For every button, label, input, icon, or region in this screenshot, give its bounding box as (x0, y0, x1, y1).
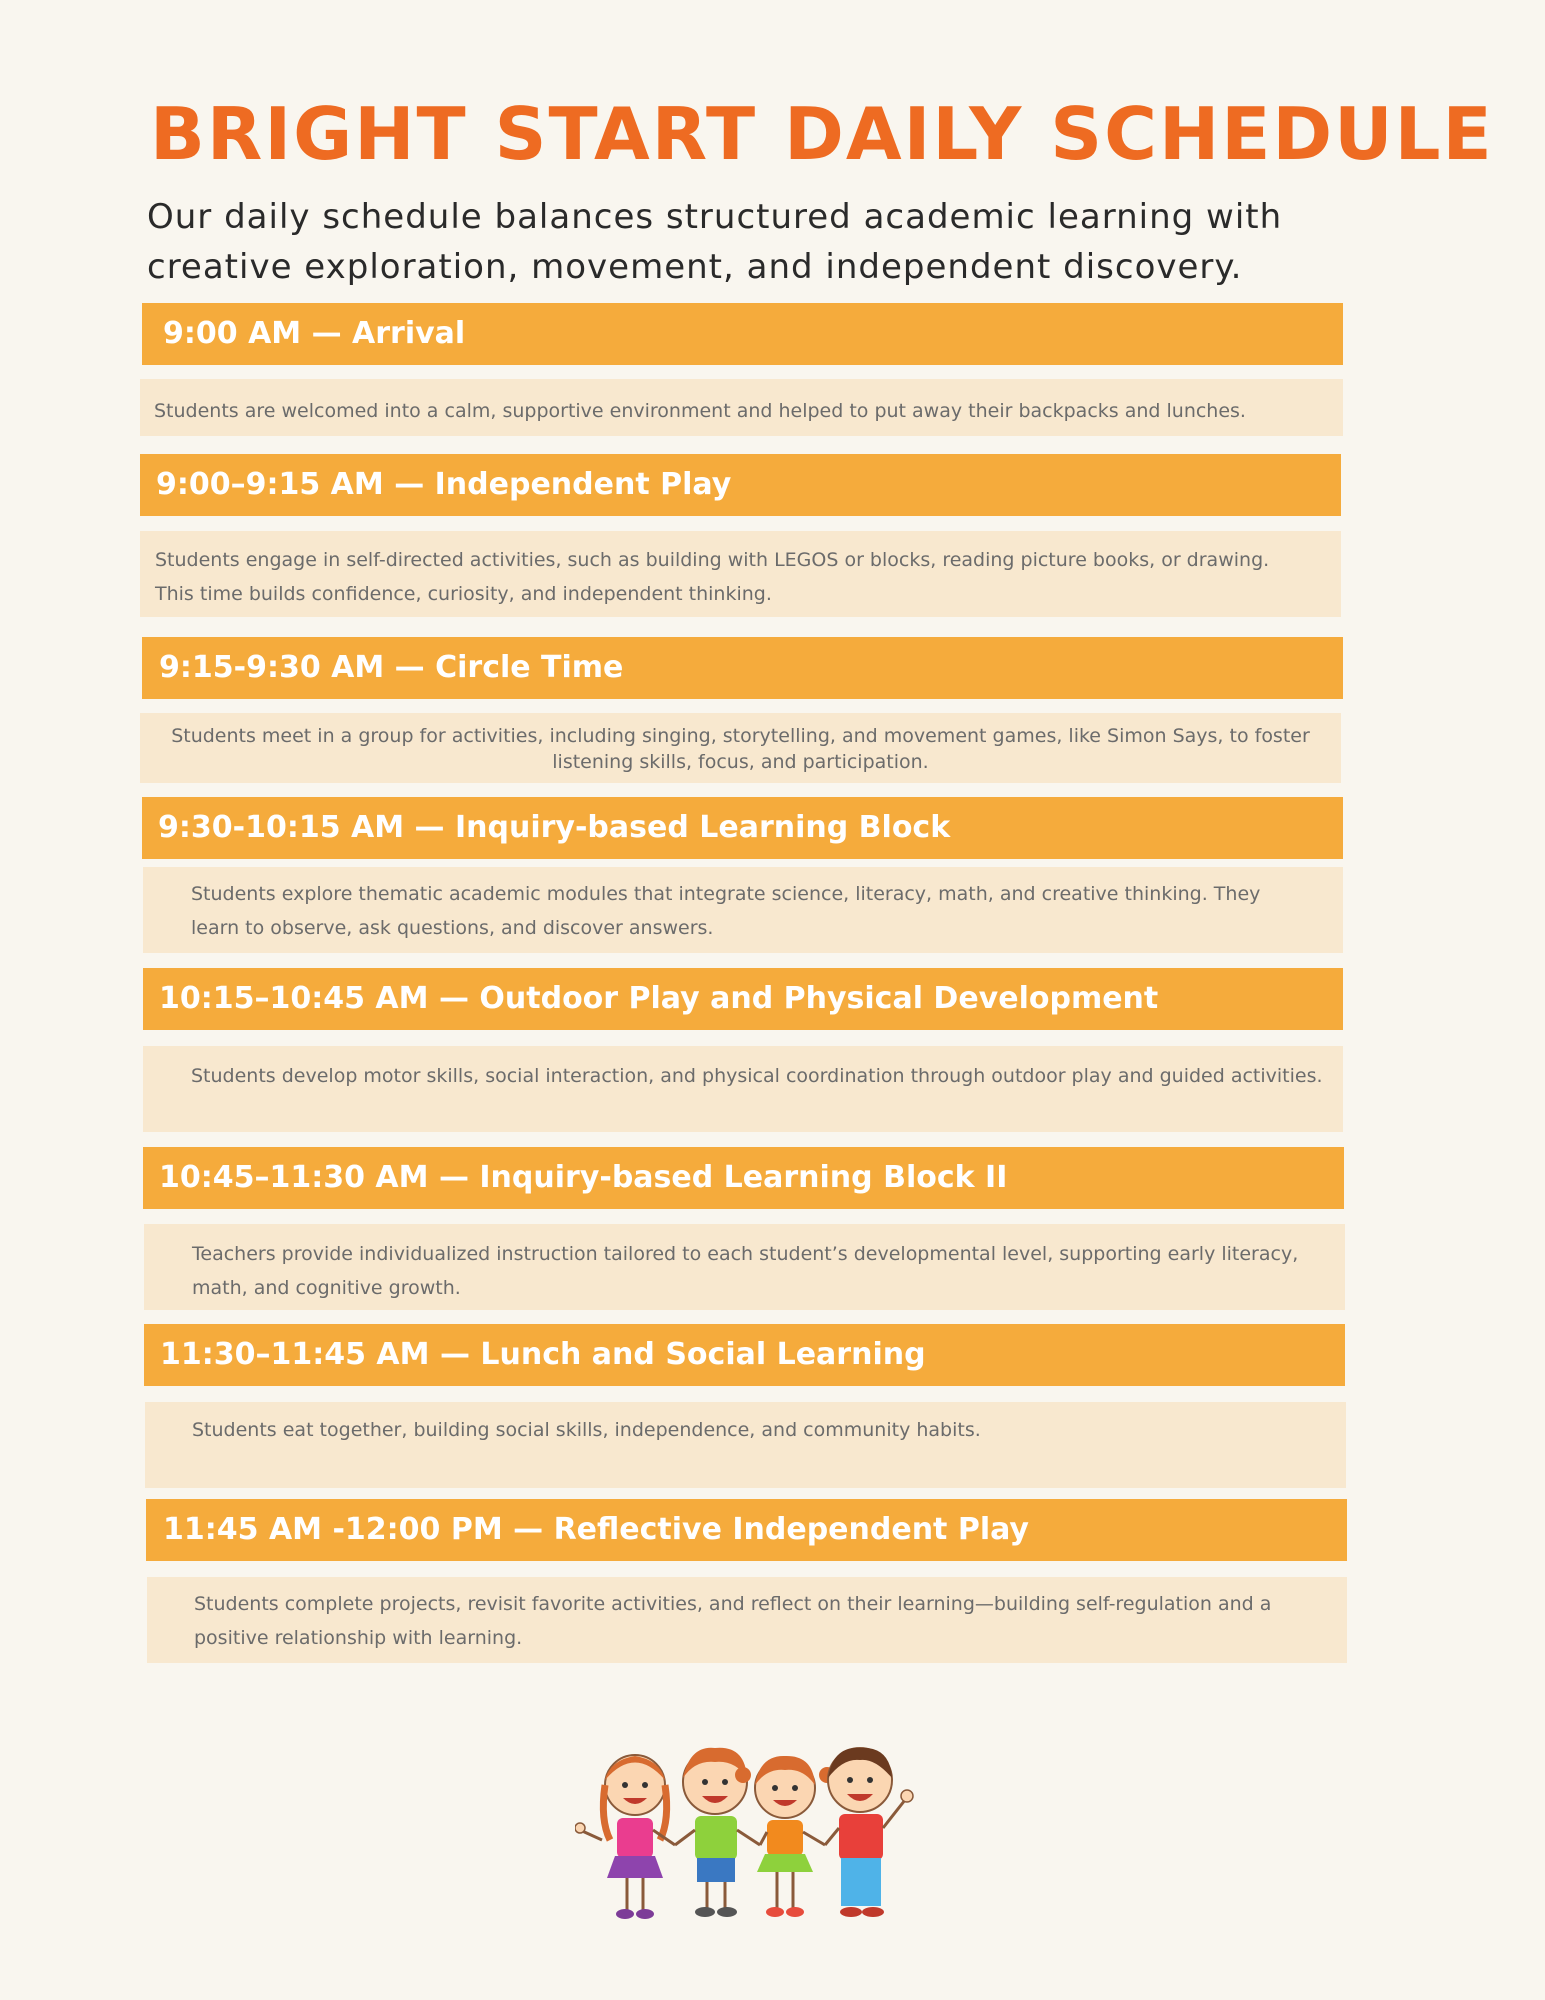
boy-red-shirt-figure (825, 1748, 913, 1917)
schedule-description-arrival: Students are welcomed into a calm, supportive environment and helped to put away their backpacks and lunches. (140, 379, 1343, 436)
schedule-description-lunch: Students eat together, building social skills, independence, and community habits. (145, 1402, 1346, 1488)
schedule-description-circle-time: Students meet in a group for activities, including singing, storytelling, and movement games, like Simon Says, to foster listening skills, focus, and participation. (140, 713, 1341, 783)
schedule-heading-inquiry-learning: 9:30-10:15 AM — Inquiry-based Learning Block (142, 797, 1343, 859)
girl-orange-shirt-figure (735, 1756, 835, 1917)
schedule-heading-independent-play: 9:00–9:15 AM — Independent Play (140, 454, 1341, 516)
children-illustration (575, 1740, 975, 1930)
schedule-heading-lunch: 11:30–11:45 AM — Lunch and Social Learning (144, 1324, 1345, 1386)
schedule-heading-outdoor-play: 10:15–10:45 AM — Outdoor Play and Physical Development (143, 968, 1343, 1030)
schedule-description-inquiry-learning-ii: Teachers provide individualized instruction tailored to each student’s developmental level, supporting early literacy, math, and cognitive growth. (144, 1224, 1345, 1310)
schedule-heading-inquiry-learning-ii: 10:45–11:30 AM — Inquiry-based Learning Block II (143, 1147, 1344, 1209)
schedule-description-inquiry-learning: Students explore thematic academic modules that integrate science, literacy, math, and creative thinking. They learn to observe, ask questions, and discover answers. (143, 867, 1343, 953)
schedule-description-independent-play: Students engage in self-directed activities, such as building with LEGOS or blocks, reading picture books, or drawing. This time builds confidence, curiosity, and independent thinking. (140, 531, 1341, 617)
schedule-heading-arrival: 9:00 AM — Arrival (142, 303, 1343, 365)
schedule-description-outdoor-play: Students develop motor skills, social interaction, and physical coordination through outdoor play and guided activities. (143, 1046, 1343, 1132)
schedule-heading-circle-time: 9:15-9:30 AM — Circle Time (142, 637, 1343, 699)
schedule-description-reflective-play: Students complete projects, revisit favorite activities, and reflect on their learning—building self-regulation and a positive relationship with learning. (147, 1577, 1347, 1663)
intro-paragraph: Our daily schedule balances structured academic learning with creative exploration, movement, and independent discovery. (147, 197, 1283, 287)
schedule-heading-reflective-play: 11:45 AM -12:00 PM — Reflective Independent Play (146, 1499, 1347, 1561)
girl-pink-shirt-figure (575, 1755, 675, 1919)
page-title: BRIGHT START DAILY SCHEDULE (150, 92, 1494, 176)
